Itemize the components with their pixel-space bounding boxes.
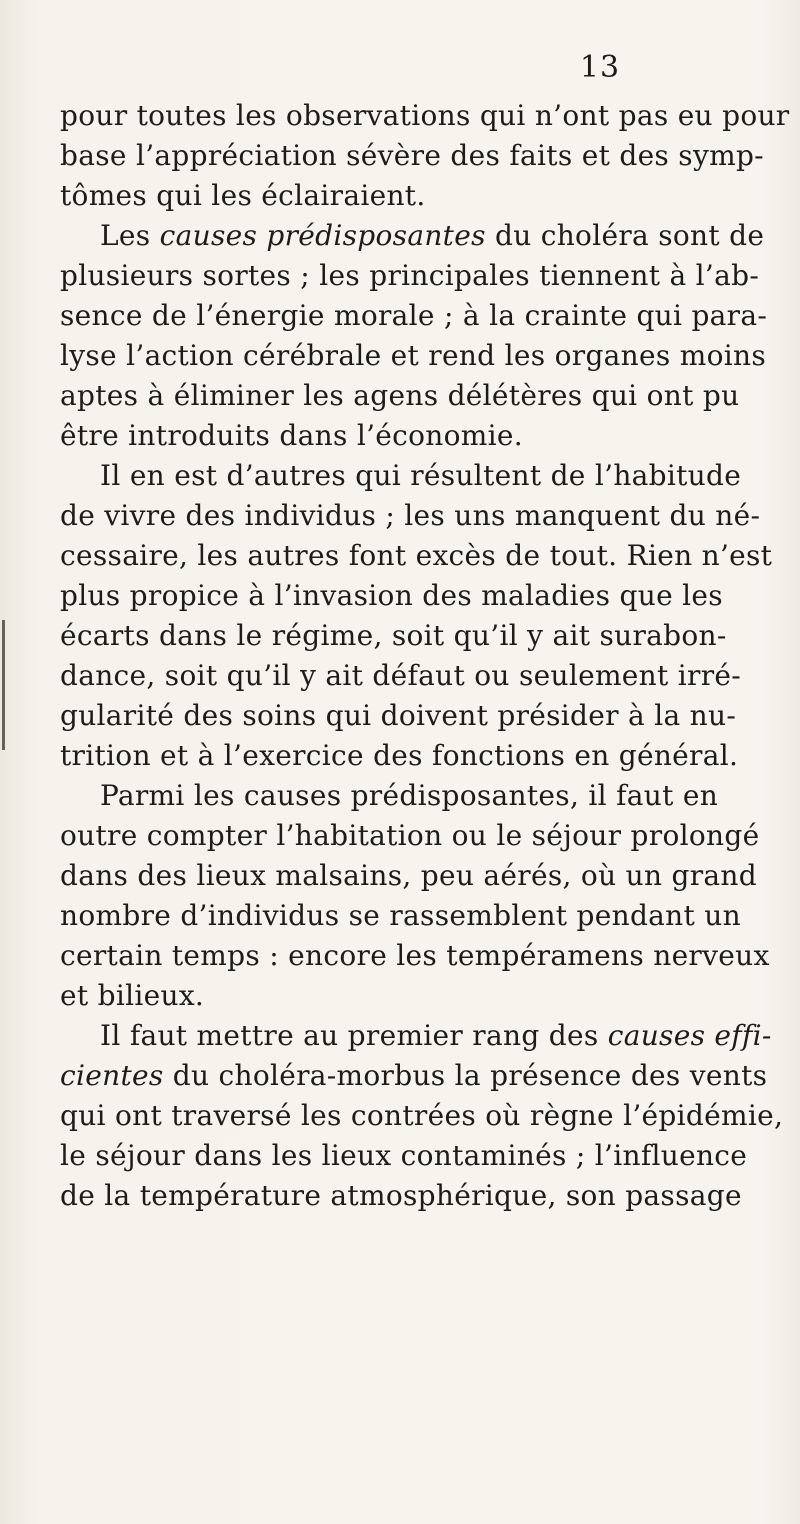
text-line: Parmi les causes prédisposantes, il faut en [100,779,719,812]
text-line: cessaire, les autres font excès de tout. Rien n’est [60,539,773,572]
text-line: lyse l’action cérébrale et rend les organes moins [60,339,767,372]
text-line: nombre d’individus se rassemblent pendant un [60,899,741,932]
text-line: écarts dans le régime, soit qu’il y ait surabon- [60,619,727,652]
text-line: aptes à éliminer les agens délétères qui ont pu [60,379,740,412]
text-line: de la température atmosphérique, son passage [60,1179,742,1212]
text-line: outre compter l’habitation ou le séjour prolongé [60,819,760,852]
text-line: être introduits dans l’économie. [60,419,523,452]
text-line: Il en est d’autres qui résultent de l’habitude [100,459,742,492]
text-line: trition et à l’exercice des fonctions en général. [60,739,739,772]
text-line: Il faut mettre au premier rang des causes effi- [100,1019,772,1052]
italic-term: causes prédisposantes [159,219,486,252]
text-line: Les causes prédisposantes du choléra sont de [100,219,765,252]
text-line: le séjour dans les lieux contaminés ; l’influence [60,1139,748,1172]
text-line: pour toutes les observations qui n’ont pas eu pour [60,99,790,132]
text-line: qui ont traversé les contrées où règne l’épidémie, [60,1099,784,1132]
text-line: cientes du choléra-morbus la présence des vents [60,1059,768,1092]
italic-term: causes effi- [607,1019,772,1052]
text-line: certain temps : encore les tempéramens nerveux [60,939,770,972]
text-line: sence de l’énergie morale ; à la crainte qui para- [60,299,768,332]
text-line: et bilieux. [60,979,205,1012]
text-line: gularité des soins qui doivent présider à la nu- [60,699,737,732]
text-line: plusieurs sortes ; les principales tiennent à l’ab- [60,259,760,292]
text-line: plus propice à l’invasion des maladies que les [60,579,723,612]
page-number: 13 [579,50,621,85]
italic-term: cientes [60,1059,164,1092]
text-line: de vivre des individus ; les uns manquent du né- [60,499,761,532]
text-line: base l’appréciation sévère des faits et des symp- [60,139,764,172]
text-line: tômes qui les éclairaient. [60,179,426,212]
margin-rule [2,620,5,750]
text-line: dance, soit qu’il y ait défaut ou seulement irré- [60,659,742,692]
text-line: dans des lieux malsains, peu aérés, où un grand [60,859,757,892]
